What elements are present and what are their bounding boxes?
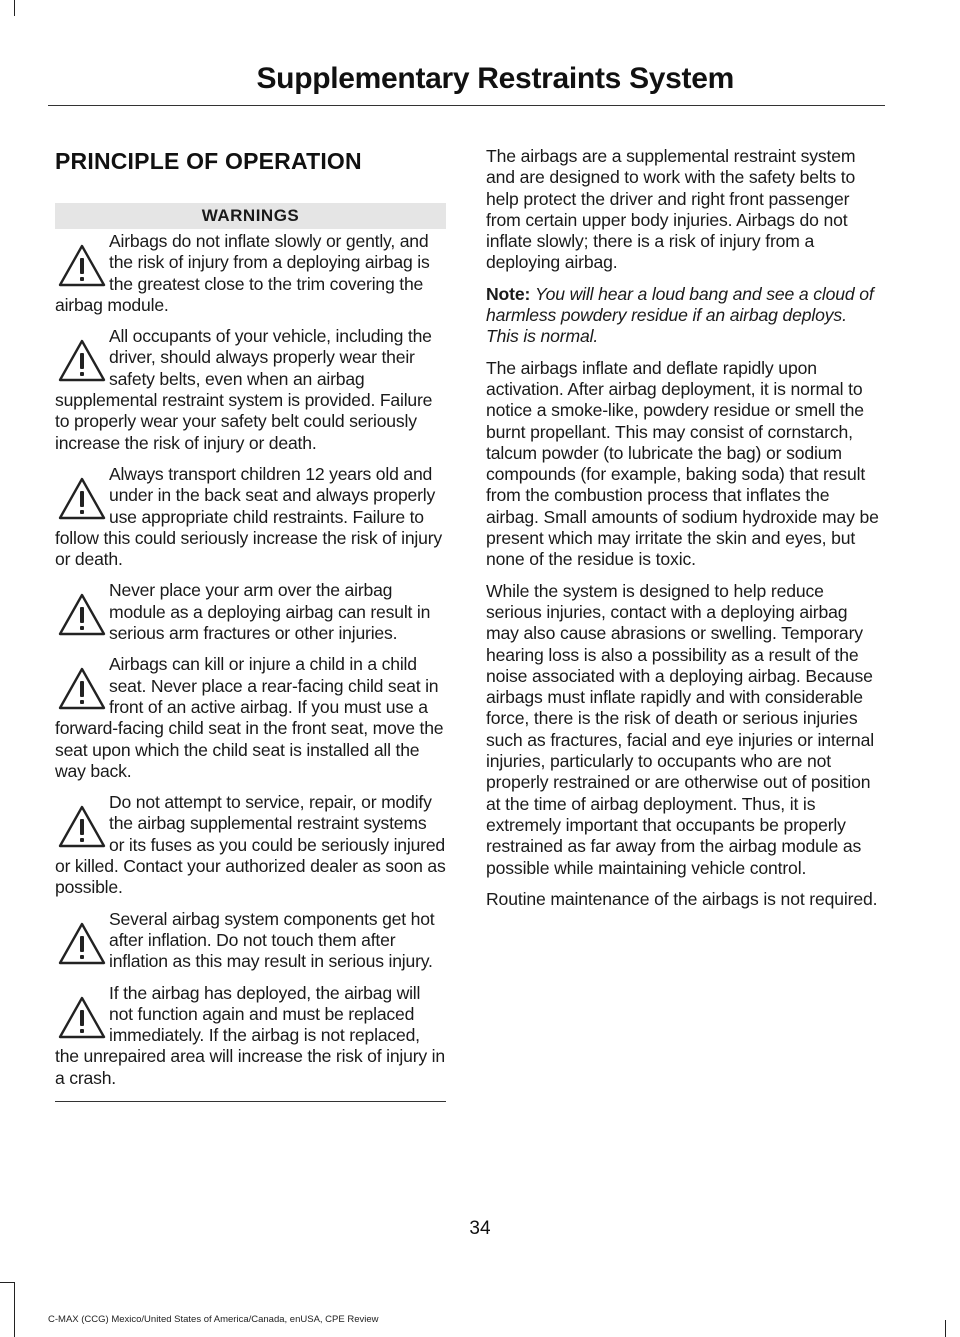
- warning-text: If the airbag has deployed, the airbag will not function again and must be replaced immediately. If the airbag is not replaced, the unrepaired area will increase the risk of injury in a crash.: [55, 982, 445, 1088]
- warning-text: Airbags do not inflate slowly or gently, and the risk of injury from a deploying airbag is the greatest close to the trim covering the airbag module.: [55, 231, 430, 315]
- warning-item: [55, 326, 446, 454]
- header-rule: [48, 105, 885, 106]
- body-paragraph: The airbags are a supplemental restraint system and are designed to work with the safety belts to help protect the driver and right front passenger from certain upper body injuries. Airbags do not inflate slowly; there is a risk of injury from a deploying airbag.: [486, 146, 856, 273]
- warning-triangle-icon: [55, 336, 109, 386]
- warning-triangle-icon: [55, 802, 109, 852]
- body-paragraph: The airbags inflate and deflate rapidly upon activation. After airbag deployment, it is normal to notice a smoke-like, powdery residue or smell the burnt propellant. This may consist of cornstarch, talcum powder (to lubricate the bag) or sodium compounds (for example, baking soda) that result from the combustion process that inflates the airbag. Small amounts of sodium hydroxide may be present which may irritate the skin and eyes, but none of the residue is toxic.: [486, 357, 879, 570]
- warning-item: [55, 580, 446, 644]
- warnings-label: WARNINGS: [55, 203, 446, 229]
- warning-item: [55, 909, 446, 973]
- warning-item: [55, 792, 446, 898]
- warning-text: Never place your arm over the airbag module as a deploying airbag can result in serious arm fractures or other injuries.: [109, 580, 431, 644]
- crop-mark: [0, 1282, 14, 1283]
- warning-triangle-icon: [55, 993, 109, 1043]
- warning-item: [55, 231, 446, 316]
- warning-triangle-icon: [55, 590, 109, 640]
- warning-text: Several airbag system components get hot after inflation. Do not touch them after inflation as this may result in serious injury.: [109, 908, 435, 972]
- warning-triangle-icon: [55, 664, 109, 714]
- body-paragraph: Routine maintenance of the airbags is not required.: [486, 888, 878, 909]
- left-column: [55, 143, 446, 1102]
- warning-text: Airbags can kill or injure a child in a child seat. Never place a rear-facing child seat in front of an active airbag. If you must use a forward-facing child seat in the front seat, move the seat upon which the child seat is installed all the way back.: [55, 654, 444, 781]
- crop-mark: [14, 0, 15, 16]
- body-paragraph: While the system is designed to help reduce serious injuries, contact with a deploying airbag may also cause abrasions or swelling. Temporary hearing loss is also a possibility as a result of the noise associated with a deploying airbag. Because airbags must inflate rapidly and with considerable force, there is the risk of death or serious injuries such as fractures, facial and eye injuries or internal injuries, particularly to occupants who are not properly restrained or are otherwise out of position at the time of airbag deployment. Thus, it is extremely important that occupants be properly restrained as far away from the airbag module as possible while maintaining vehicle control.: [486, 580, 874, 878]
- warning-item: [55, 464, 446, 570]
- crop-mark: [14, 1282, 15, 1337]
- footer-text: C-MAX (CCG) Mexico/United States of America/Canada, enUSA, CPE Review: [48, 1314, 379, 1325]
- warning-text: Do not attempt to service, repair, or modify the airbag supplemental restraint systems or its fuses as you could be seriously injured or killed. Contact your authorized dealer as soon as possible.: [55, 792, 446, 898]
- right-column: [486, 146, 879, 920]
- note-text: You will hear a loud bang and see a cloud of harmless powdery residue if an airbag deploys. This is normal.: [486, 283, 874, 347]
- warning-triangle-icon: [55, 919, 109, 969]
- note-paragraph: [486, 284, 879, 348]
- warning-item: [55, 983, 446, 1089]
- page-number: 34: [469, 1218, 491, 1239]
- warnings-end-rule: [55, 1101, 446, 1102]
- warning-triangle-icon: [55, 474, 109, 524]
- running-header: Supplementary Restraints System: [256, 62, 734, 95]
- warnings-list: [55, 231, 446, 1089]
- warning-triangle-icon: [55, 241, 109, 291]
- warning-text: All occupants of your vehicle, including the driver, should always properly wear their safety belts, even when an airbag supplemental restraint system is provided. Failure to properly wear your safety belt could seriously increase the risk of injury or death.: [55, 326, 433, 453]
- crop-mark: [945, 1320, 946, 1337]
- warning-text: Always transport children 12 years old and under in the back seat and always properly use appropriate child restraints. Failure to follow this could seriously increase the risk of injury or death.: [55, 463, 442, 570]
- warning-item: [55, 654, 446, 782]
- note-label: Note:: [486, 283, 531, 304]
- section-heading: PRINCIPLE OF OPERATION: [55, 148, 362, 174]
